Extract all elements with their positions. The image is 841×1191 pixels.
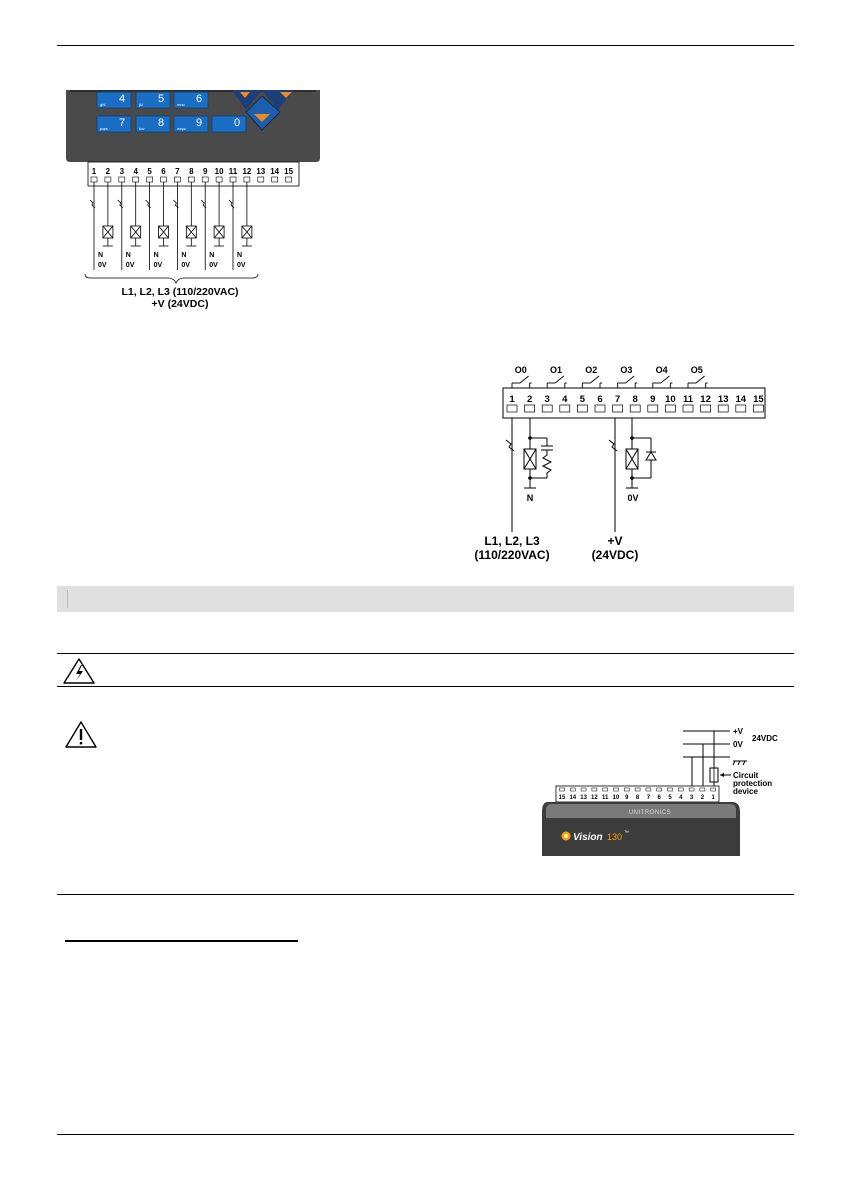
terminal-label: 2	[105, 167, 111, 176]
terminal-screw	[613, 405, 623, 412]
terminal-screw	[689, 788, 694, 791]
keypad-key-4	[97, 92, 131, 108]
terminal-screw	[657, 788, 662, 791]
terminal-label: 5	[579, 394, 586, 405]
output-contact-2	[582, 376, 602, 388]
key-number: 0	[233, 117, 241, 129]
terminal-screw	[119, 177, 125, 182]
output-label: O0	[514, 365, 527, 375]
terminal-screw	[614, 788, 619, 791]
terminal-screw	[161, 177, 167, 182]
terminal-screw	[736, 405, 746, 412]
terminal-screw	[105, 177, 111, 182]
terminal-screw	[635, 788, 640, 791]
keypad-key-7	[97, 116, 131, 132]
terminal-screw	[678, 788, 683, 791]
terminal-strip	[559, 788, 716, 801]
zero-volt-label: 0V	[181, 262, 190, 269]
neutral-label: N	[125, 252, 131, 259]
terminal-label: 8	[632, 394, 638, 405]
terminal-screw	[718, 405, 728, 412]
warning-bottom-rule	[57, 686, 794, 687]
terminal-label: 12	[242, 167, 252, 176]
terminal-screw	[700, 788, 705, 791]
neutral-label: N	[526, 493, 534, 503]
key-letters: tuv	[139, 126, 145, 131]
ac-supply-label-1: L1, L2, L3	[484, 534, 540, 548]
key-number: 6	[195, 93, 203, 105]
terminal-label: 5	[147, 167, 152, 176]
terminal-label: 7	[646, 795, 651, 801]
output-label: O1	[549, 365, 563, 375]
svg-text:™: ™	[624, 830, 629, 836]
output-contact-0	[512, 376, 532, 388]
terminal-label: 7	[175, 167, 180, 176]
terminal-label: 3	[544, 394, 550, 405]
neutral-label: N	[209, 252, 215, 259]
output-suppression-diagram	[460, 360, 770, 570]
zero-v-label: 0V	[733, 740, 743, 749]
dc-supply-label-2: (24VDC)	[591, 548, 639, 562]
supply-brace	[85, 274, 258, 283]
terminal-screw	[272, 177, 278, 182]
terminal-screw	[577, 405, 587, 412]
brand-label: UNITRONICS	[628, 810, 672, 816]
terminal-screw	[630, 405, 640, 412]
terminal-label: 4	[133, 167, 138, 176]
terminal-screw	[230, 177, 236, 182]
protection-label-1: Circuit	[733, 771, 759, 780]
terminal-screw	[592, 788, 597, 791]
terminal-screw	[683, 405, 693, 412]
terminal-screw	[542, 405, 552, 412]
terminal-label: 14	[735, 394, 747, 405]
terminal-screw	[258, 177, 264, 182]
output-label: O2	[585, 365, 598, 375]
terminal-screw	[133, 177, 139, 182]
protection-label-3: device	[733, 787, 758, 796]
output-contact-1	[547, 376, 567, 388]
terminal-screw	[174, 177, 180, 182]
electric-shock-icon	[62, 657, 96, 685]
terminal-label: 15	[753, 394, 764, 405]
ac-supply-label-2: (110/220VAC)	[474, 548, 550, 562]
terminal-screw	[188, 177, 194, 182]
output-label: O4	[655, 365, 668, 375]
terminal-label: 6	[161, 167, 166, 176]
output-contact-4	[653, 376, 673, 388]
terminal-screw	[753, 405, 763, 412]
header-rule	[57, 45, 794, 46]
dc-load-circuit	[609, 418, 651, 532]
caution-icon	[64, 720, 98, 750]
terminal-screw	[701, 405, 711, 412]
terminal-label: 6	[657, 795, 661, 801]
output-contact-3	[618, 376, 638, 388]
zero-volt-label: 0V	[237, 262, 246, 269]
terminal-screw	[560, 405, 570, 412]
terminal-label: 5	[668, 795, 672, 801]
terminal-label: 13	[580, 795, 587, 801]
keypad-key-5	[136, 92, 170, 108]
section-bottom-rule	[57, 894, 794, 895]
svg-text:Vision: Vision	[573, 832, 603, 843]
terminal-label: 2	[526, 394, 533, 405]
terminal-screw	[665, 405, 675, 412]
key-number: 4	[118, 93, 126, 105]
terminal-label: 6	[597, 394, 603, 405]
terminal-label: 3	[689, 795, 694, 801]
terminal-label: 1	[711, 795, 715, 801]
zero-volt-label: 0V	[125, 262, 135, 269]
relay-wiring	[90, 182, 252, 270]
terminal-screw	[147, 177, 153, 182]
terminal-label: 7	[614, 394, 621, 405]
terminal-label: 10	[612, 795, 620, 801]
terminal-label: 4	[562, 394, 568, 405]
supply-label-dc: +V (24VDC)	[151, 298, 209, 310]
key-letters: ghi	[100, 102, 106, 107]
terminal-screw	[560, 788, 565, 791]
neutral-label: N	[153, 252, 159, 259]
protection-label-2: protection	[733, 779, 773, 788]
terminal-screw	[202, 177, 208, 182]
terminal-label: 11	[682, 394, 694, 405]
terminal-label: 10	[214, 167, 224, 176]
terminal-screw	[286, 177, 292, 182]
terminal-label: 9	[625, 795, 629, 801]
zero-volt-label: 0V	[153, 262, 163, 269]
terminal-label: 12	[700, 394, 711, 405]
zero-volt-label: 0V	[98, 262, 107, 269]
terminal-label: 1	[509, 394, 515, 405]
terminal-screw	[648, 405, 658, 412]
terminal-label: 10	[665, 394, 676, 405]
footer-rule	[57, 1134, 794, 1135]
terminal-screw	[507, 405, 517, 412]
terminal-screw	[646, 788, 651, 791]
terminal-screw	[570, 788, 575, 791]
neutral-label: N	[98, 252, 104, 259]
key-letters: wxyz	[177, 126, 186, 131]
terminal-label: 14	[569, 795, 577, 801]
zero-volt-label: 0V	[627, 493, 639, 503]
terminal-label: 13	[717, 394, 729, 405]
terminal-screw	[595, 405, 605, 412]
heading-underline	[65, 940, 298, 942]
terminal-label: 4	[679, 795, 683, 801]
terminal-label: 9	[202, 167, 208, 176]
terminal-screw	[244, 177, 250, 182]
terminal-label: 2	[700, 795, 705, 801]
keypad-key-9	[174, 116, 208, 132]
terminal-screw	[216, 177, 222, 182]
terminal-strip	[88, 162, 299, 186]
keypad-key-8	[136, 116, 170, 132]
output-label: O3	[620, 365, 633, 375]
terminal-label: 1	[91, 167, 97, 176]
power-supply-diagram	[536, 720, 786, 860]
key-number: 9	[195, 117, 203, 129]
keypad-key-0	[212, 116, 246, 132]
output-contacts	[512, 365, 708, 388]
terminal-label: 3	[119, 167, 125, 176]
key-letters: jkl	[139, 102, 143, 107]
terminal-label: 12	[591, 795, 598, 801]
key-number: 5	[157, 93, 165, 105]
terminal-strip	[507, 394, 764, 412]
relay-wiring-diagram-keypad	[60, 80, 330, 320]
terminal-label: 15	[558, 795, 566, 801]
ground-symbol	[733, 761, 747, 765]
key-letters: pqrs	[100, 126, 108, 131]
terminal-screw	[711, 788, 716, 791]
key-number: 8	[157, 117, 165, 129]
svg-text:130: 130	[607, 832, 623, 842]
output-label: O5	[690, 365, 703, 375]
output-contact-5	[688, 376, 708, 388]
neutral-label: N	[181, 252, 187, 259]
terminal-screw	[581, 788, 586, 791]
flyback-diode	[646, 452, 656, 460]
terminal-label: 13	[256, 167, 266, 176]
key-number: 7	[118, 117, 126, 129]
terminal-label: 14	[270, 167, 280, 176]
supply-voltage-label: 24VDC	[752, 734, 778, 743]
neutral-label: N	[237, 252, 243, 259]
terminal-screw	[91, 177, 97, 182]
dc-supply-label-1: +V	[607, 534, 623, 548]
terminal-screw	[624, 788, 629, 791]
terminal-label: 9	[650, 394, 656, 405]
key-letters: mno	[177, 102, 185, 107]
terminal-label: 8	[635, 795, 640, 801]
zero-volt-label: 0V	[209, 262, 218, 269]
terminal-label: 11	[228, 167, 238, 176]
terminal-screw	[668, 788, 673, 791]
keypad-key-6	[174, 92, 208, 108]
section-heading-bar	[57, 586, 794, 612]
terminal-screw	[603, 788, 608, 791]
warning-top-rule	[57, 653, 794, 654]
supply-label-ac: L1, L2, L3 (110/220VAC)	[121, 286, 239, 298]
ac-load-circuit	[506, 418, 553, 532]
terminal-label: 8	[189, 167, 194, 176]
plus-v-label: +V	[733, 727, 744, 736]
terminal-screw	[525, 405, 535, 412]
terminal-label: 15	[284, 167, 294, 176]
terminal-label: 11	[602, 795, 609, 801]
